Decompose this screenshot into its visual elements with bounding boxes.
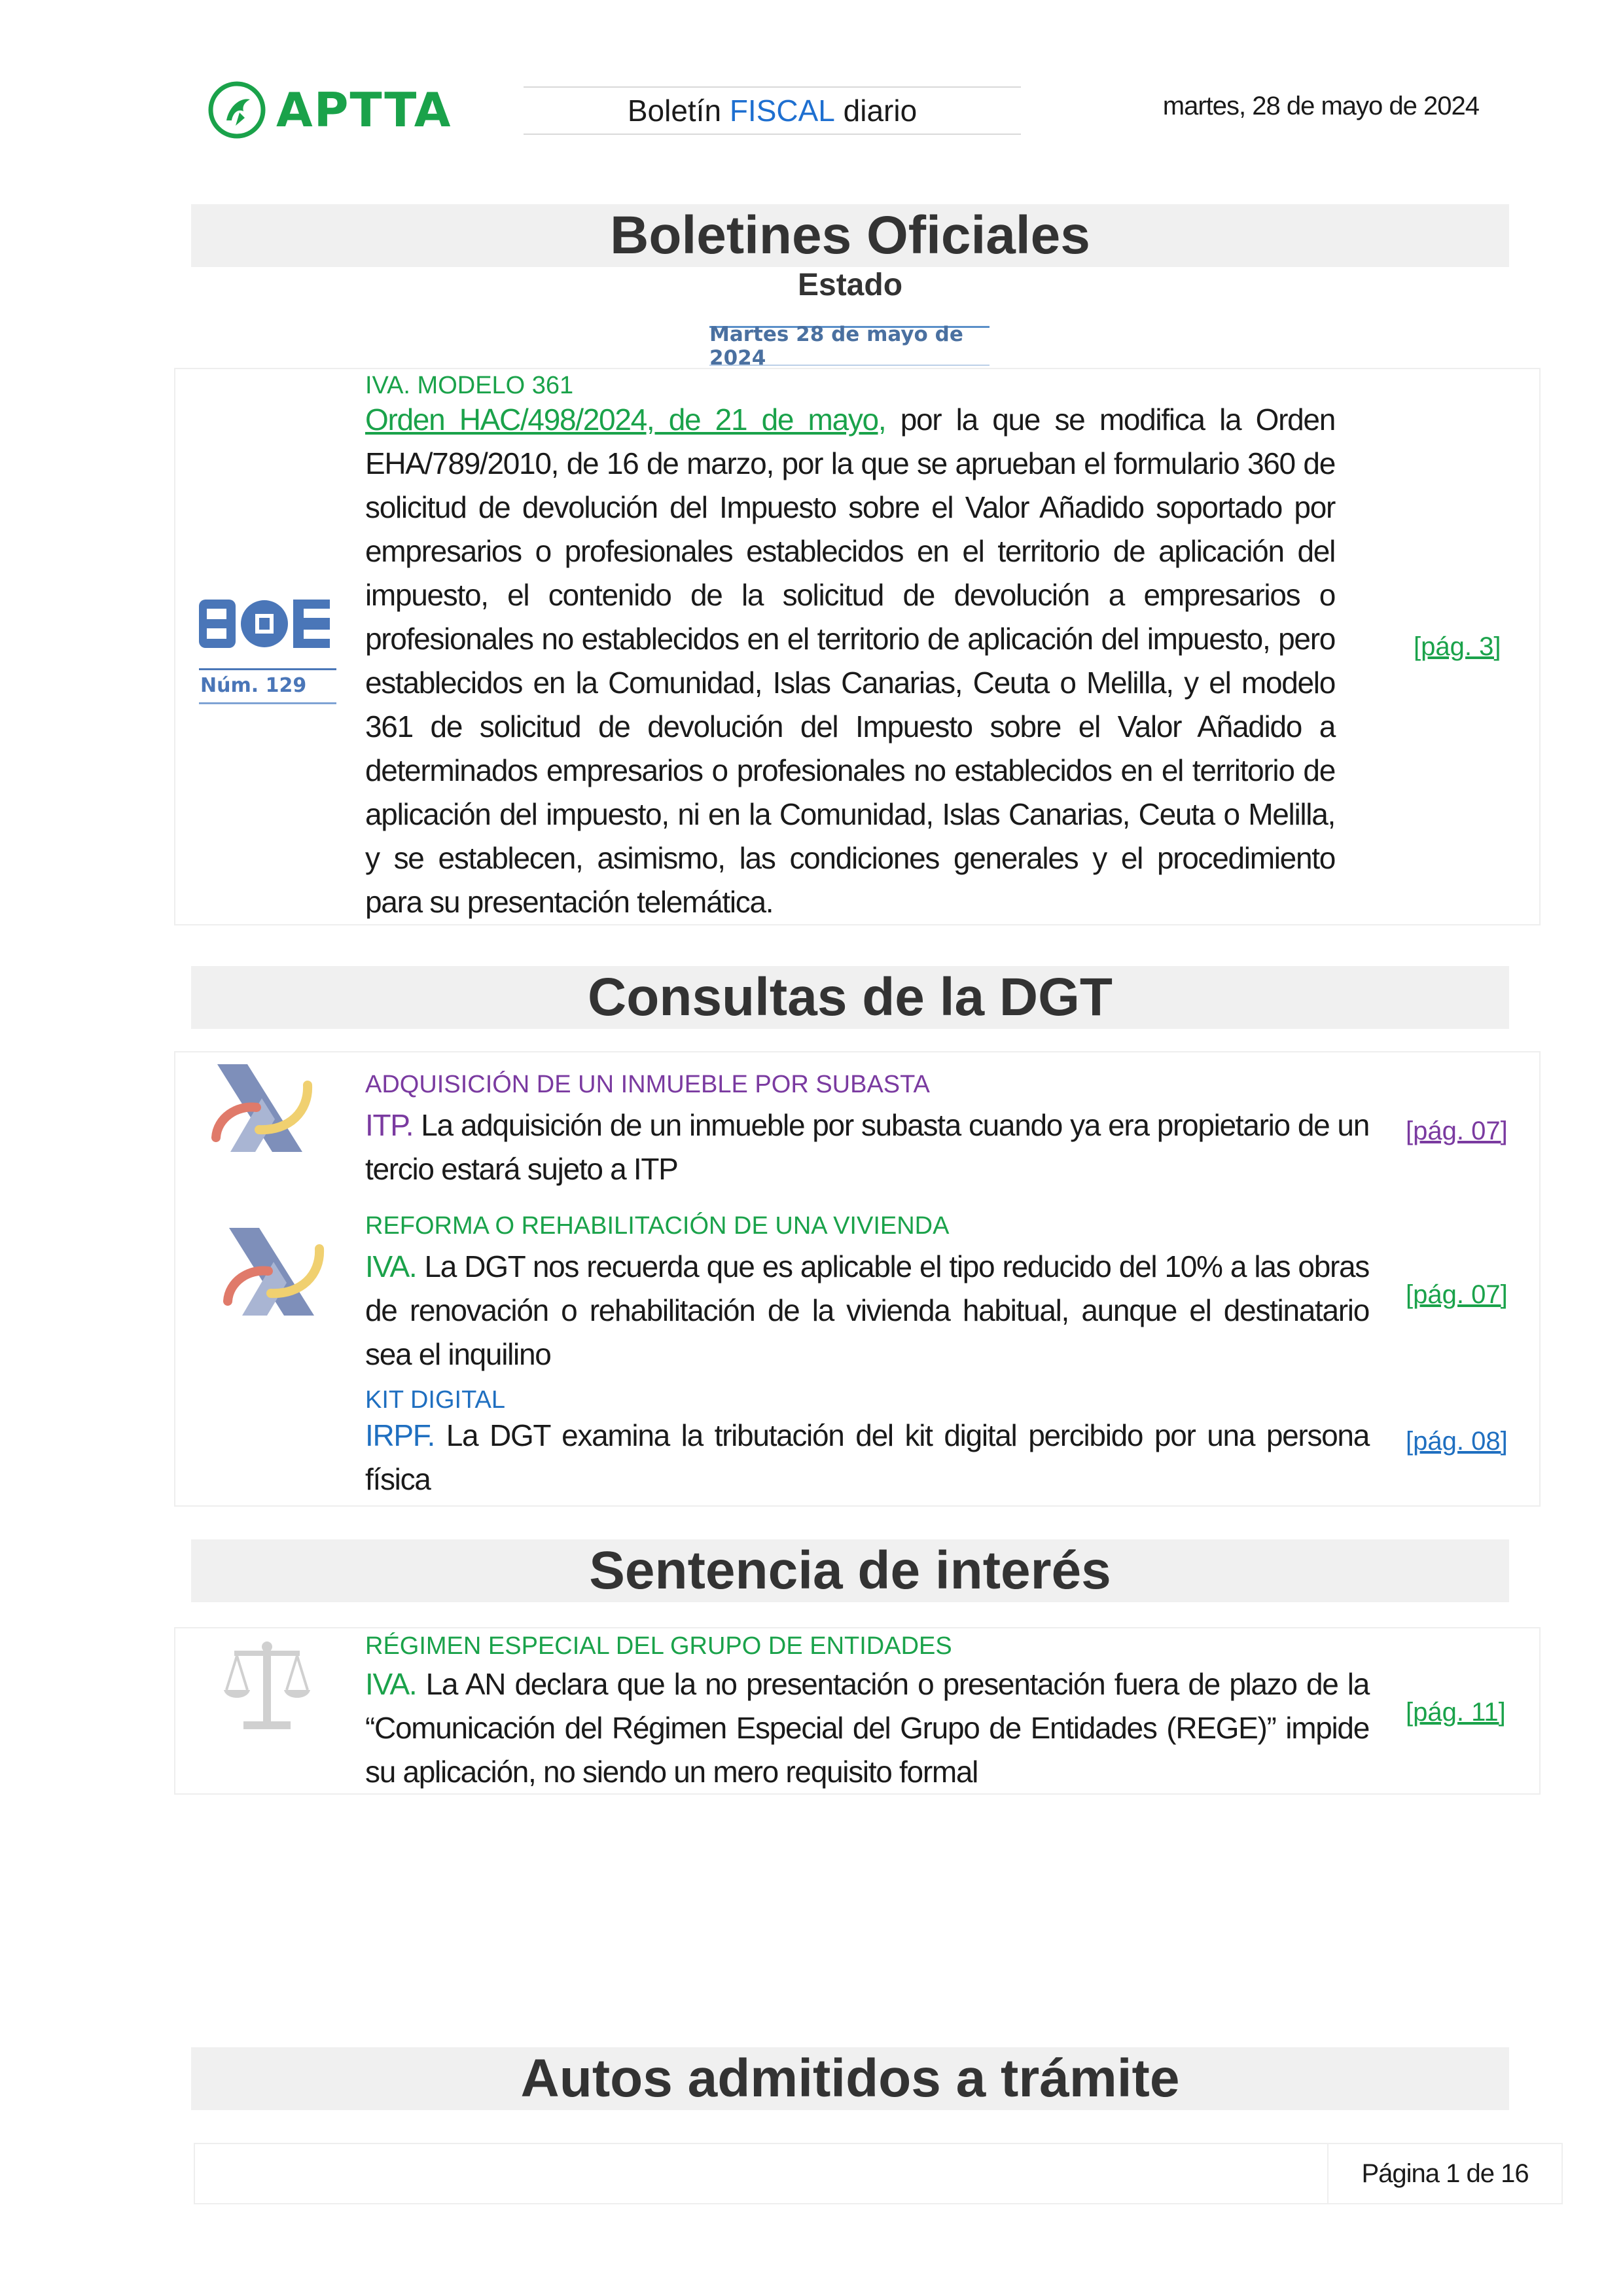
aeat-logo-icon (204, 1059, 315, 1157)
sentencia-description: La AN declara que la no presentación o presentación fuera de plazo de la “Comunicación del Régimen Especial del Grupo de Entidades (REGE)” impide su aplicación, no siendo un mero requisito formal (365, 1667, 1369, 1789)
page-number: Página 1 de 16 (1327, 2144, 1561, 2203)
page-footer (194, 2143, 1563, 2204)
boe-item-page-link[interactable]: [pág. 3] (1414, 632, 1501, 661)
section-boletines-title: Boletines Oficiales (191, 204, 1509, 267)
logo-text: APTTA (276, 82, 452, 137)
consulta-text (365, 1245, 1369, 1376)
boe-item-description: por la que se modifica la Orden EHA/789/2010, de 16 de marzo, por la que se aprueban el formulario 360 de solicitud de devolución del Impuesto sobre el Valor Añadido soportado por empresarios o profesionales establecidos en el territorio de aplicación del impuesto, el contenido de la solicitud de devolución a empresarios o profesionales no establecidos en el territorio de aplicación del impuesto, pero establecidos en la Comunidad, Islas Canarias, Ceuta o Melilla, y el modelo 361 de solicitud de devolución del Impuesto sobre el Valor Añadido a determinados empresarios o profesionales no establecidos en el territorio de aplicación del impuesto, ni en la Comunidad, Islas Canarias, Ceuta o Melilla, y se establecen, asimismo, las condiciones generales y el procedimiento para su presentación telemática. (365, 403, 1335, 919)
sentencia-text (365, 1662, 1369, 1794)
consulta-tax: ITP. (365, 1108, 414, 1142)
consulta-page-link[interactable]: [pág. 07] (1406, 1117, 1508, 1145)
header-date: martes, 28 de mayo de 2024 (1162, 92, 1479, 120)
boe-item-category: IVA. MODELO 361 (365, 372, 574, 399)
section-autos-title: Autos admitidos a trámite (191, 2047, 1509, 2110)
consulta-tax: IVA. (365, 1249, 417, 1283)
consulta-page-link[interactable]: [pág. 08] (1406, 1427, 1508, 1456)
consulta-description: La DGT nos recuerda que es aplicable el tipo reducido del 10% a las obras de renovación o rehabilitación de la vivienda habitual, aunque el destinatario sea el inquilino (365, 1249, 1369, 1371)
consulta-page-link[interactable]: [pág. 07] (1406, 1280, 1508, 1309)
aptta-logo (207, 77, 455, 143)
consulta-category: ADQUISICIÓN DE UN INMUEBLE POR SUBASTA (365, 1071, 930, 1098)
consulta-category: KIT DIGITAL (365, 1386, 505, 1414)
section-consultas-title: Consultas de la DGT (191, 966, 1509, 1029)
boe-logo-icon (199, 594, 330, 653)
boe-logo (199, 594, 336, 704)
consulta-description: La adquisición de un inmueble por subasta cuando ya era propietario de un tercio estará sujeto a ITP (365, 1108, 1369, 1186)
boe-number: Núm. 129 (199, 668, 336, 704)
consulta-text (365, 1414, 1369, 1501)
section-boletines-subtitle: Estado (797, 268, 903, 302)
boe-item-text (365, 398, 1335, 924)
aptta-emblem-icon (207, 80, 267, 140)
scales-of-justice-icon (221, 1638, 313, 1736)
consulta-description: La DGT examina la tributación del kit digital percibido por una persona física (365, 1418, 1369, 1496)
boe-date-badge: Martes 28 de mayo de 2024 (709, 326, 990, 366)
consulta-category: REFORMA O REHABILITACIÓN DE UNA VIVIENDA (365, 1212, 950, 1240)
bulletin-title (524, 86, 1021, 135)
bulletin-suffix: diario (834, 94, 918, 128)
consulta-text (365, 1103, 1369, 1191)
boe-order-link[interactable]: Orden HAC/498/2024, de 21 de mayo, (365, 403, 886, 437)
section-sentencia-title: Sentencia de interés (191, 1539, 1509, 1602)
bulletin-prefix: Boletín (627, 94, 730, 128)
aeat-logo-icon (216, 1223, 327, 1321)
consulta-tax: IRPF. (365, 1418, 435, 1452)
sentencia-page-link[interactable]: [pág. 11] (1406, 1698, 1506, 1727)
sentencia-category: RÉGIMEN ESPECIAL DEL GRUPO DE ENTIDADES (365, 1632, 952, 1660)
bulletin-accent: FISCAL (729, 94, 835, 128)
sentencia-tax: IVA. (365, 1667, 417, 1701)
